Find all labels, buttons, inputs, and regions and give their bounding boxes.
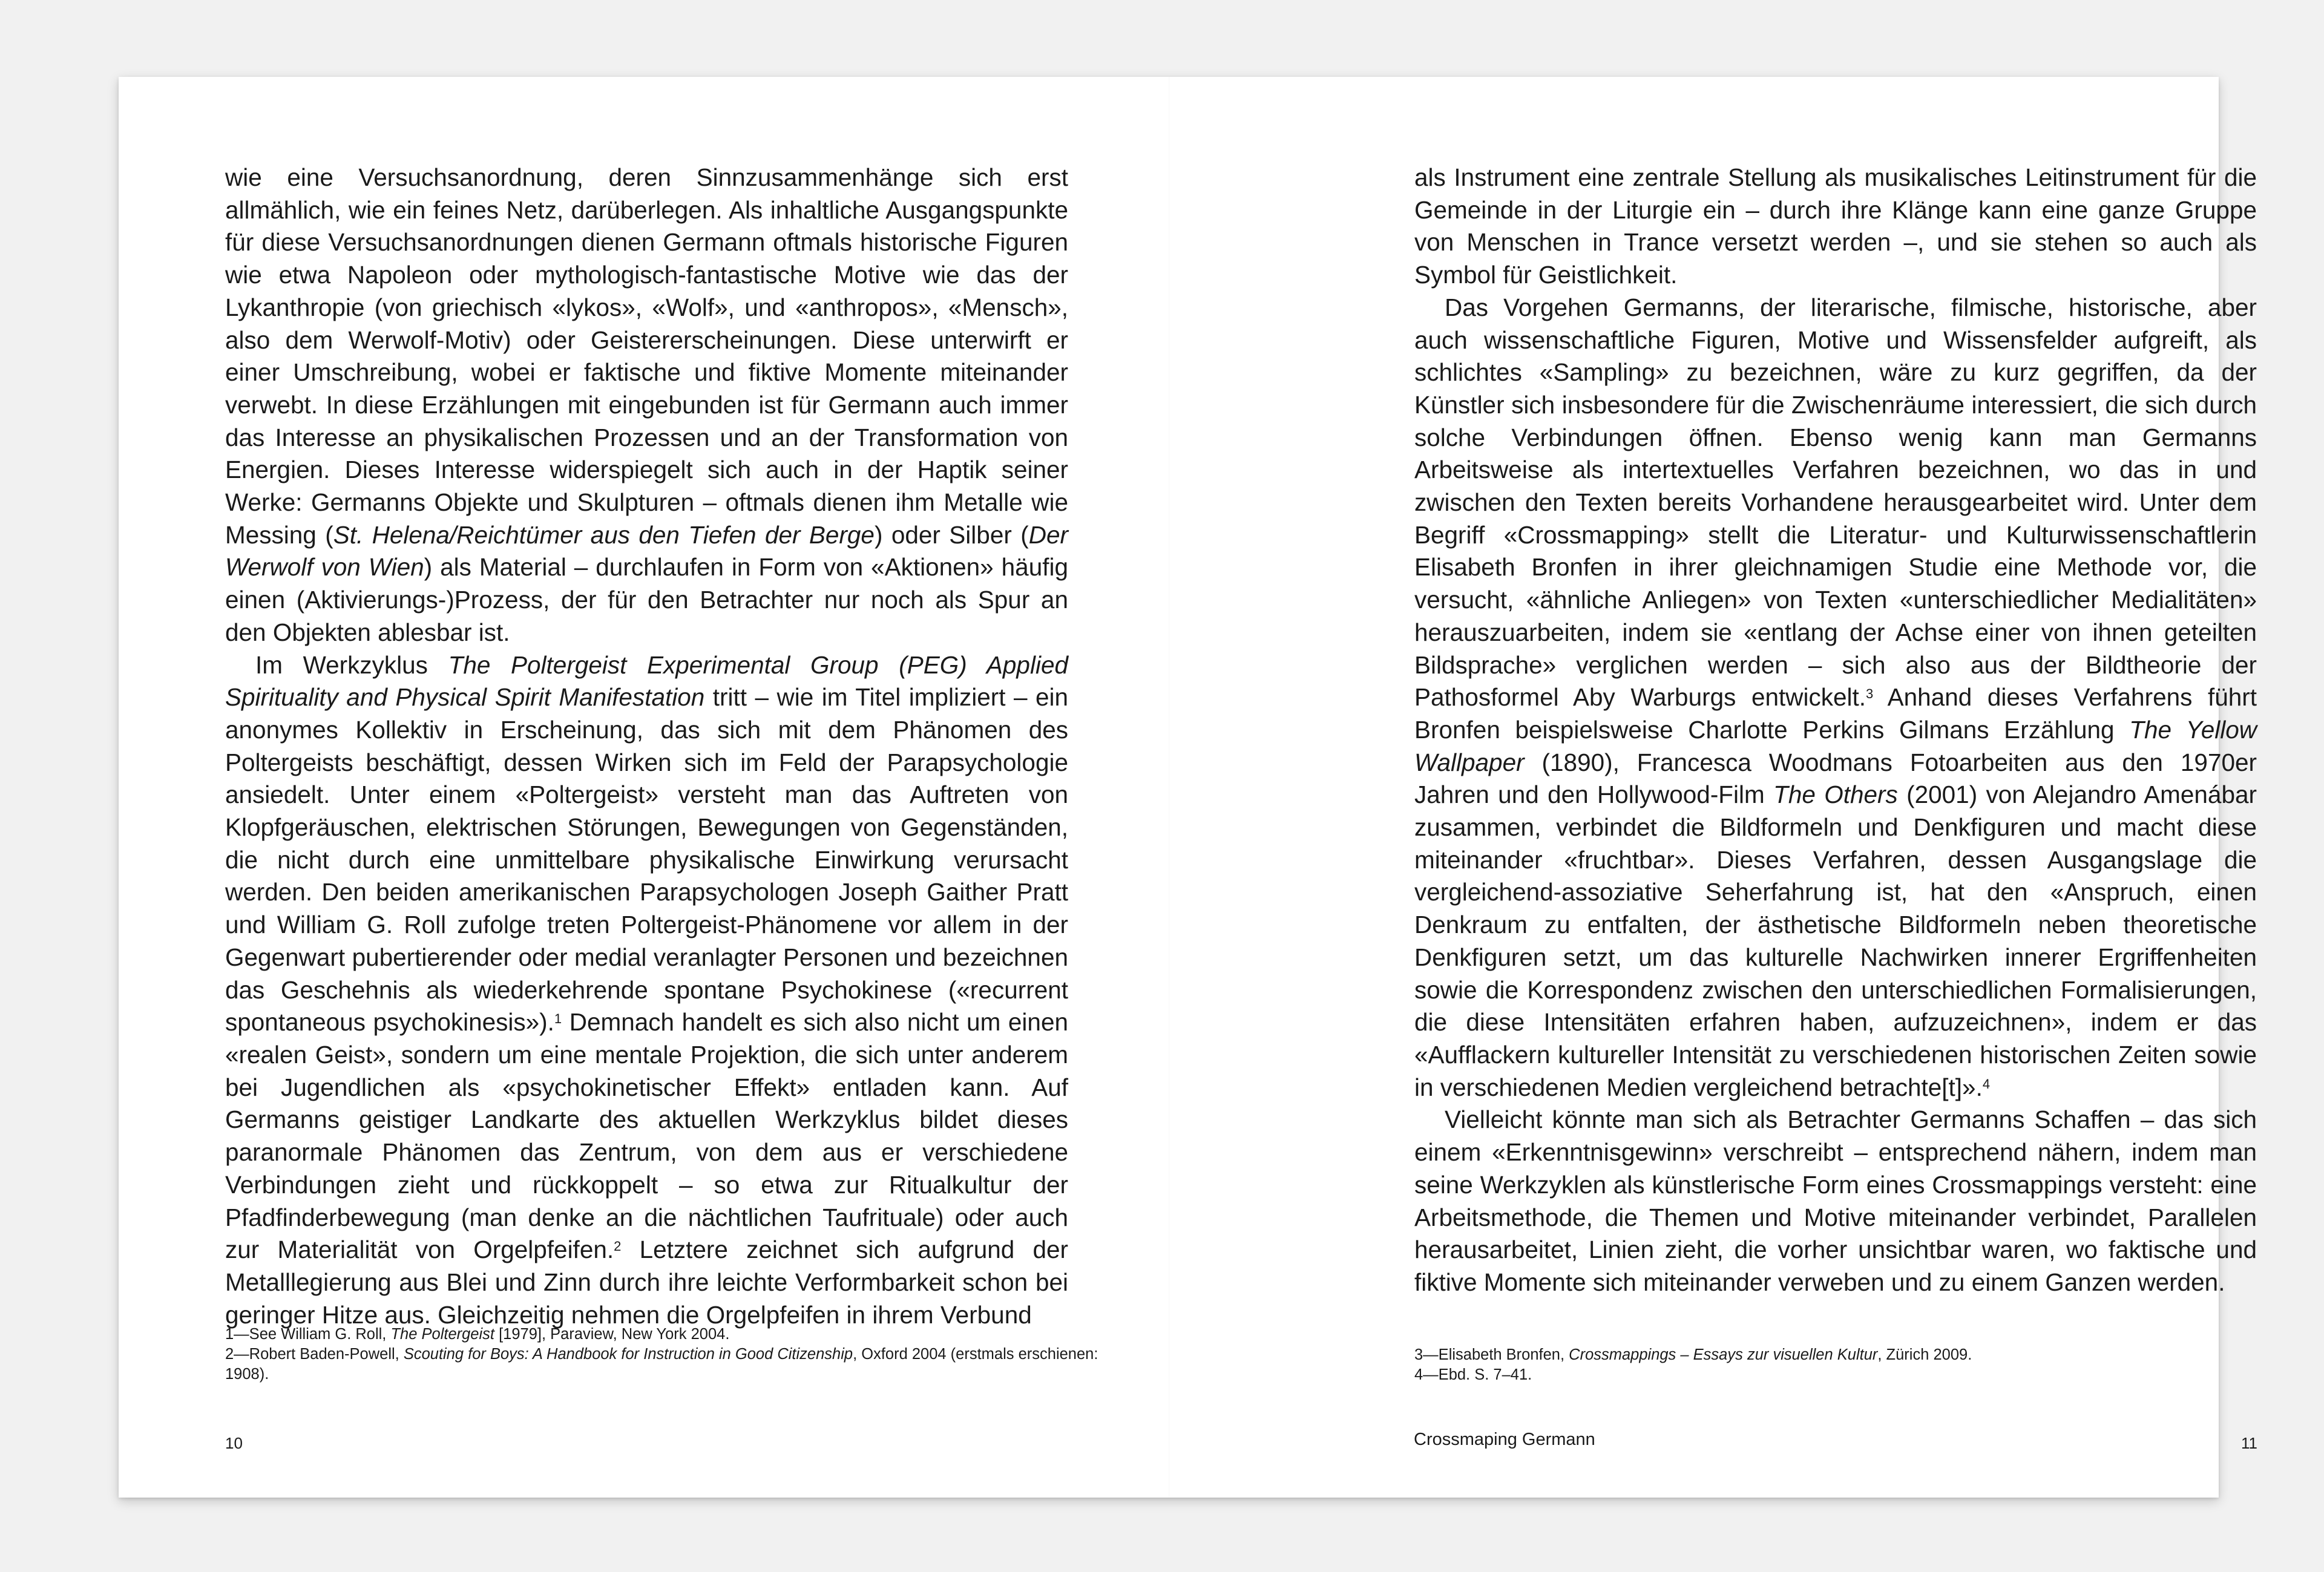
text-run: 1—See William G. Roll, bbox=[225, 1326, 391, 1343]
left-page-body bbox=[225, 162, 1068, 1331]
text-run: ) oder Silber ( bbox=[874, 520, 1029, 549]
text-run: wie eine Versuchsanordnung, deren Sinnzusammenhänge sich erst allmählich, wie ein feines Netz, darüberlegen. Als inhaltliche Ausgangspunkte für diese Versuchsanordnungen dienen Germann oftmals historische Figuren wie etwa Napoleon oder mythologisch-fantastische Motive wie das der Lykanthropie (von griechisch «lykos», «Wolf», und «anthropos», «Mensch», also dem Werwolf-Motiv) oder Geistererscheinungen. Diese unterwirft er einer Umschreibung, wobei er faktische und fiktive Momente miteinander verwebt. In diese Erzählungen mit eingebunden ist für Germann auch immer das Interesse an physikalischen Prozessen und an der Transformation von Energien. Dieses Interesse widerspiegelt sich auch in der Haptik seiner Werke: Germanns Objekte und Skulpturen – oftmals dienen ihm Metalle wie Messing ( bbox=[225, 163, 1068, 549]
text-run: (1890), Francesca Woodmans Fotoarbeiten aus den 1970er Jahren und den Hollywood-Film bbox=[1414, 748, 2257, 809]
body-paragraph bbox=[1414, 1104, 2257, 1299]
text-run: Vielleicht könnte man sich als Betrachter Germanns Schaffen – das sich einem «Erkenntnisgewinn» verschreibt – entsprechend nähern, indem man seine Werkzyklen als künstlerische Form eines Crossmappings versteht: eine Arbeitsmethode, die Themen und Motive miteinander verbindet, Parallelen herausarbeitet, Linien zieht, die vorher unsichtbar waren, wo faktische und fiktive Momente sich miteinander verweben und zu einem Ganzen werden. bbox=[1414, 1105, 2257, 1296]
italic-title: Crossmappings – Essays zur visuellen Kultur bbox=[1569, 1346, 1878, 1363]
footnote-reference: 3 bbox=[1866, 686, 1874, 702]
text-run: Anhand dieses Verfahrens führt Bronfen beispielsweise Charlotte Perkins Gilmans Erzählung bbox=[1414, 683, 2257, 744]
footnote-reference: 1 bbox=[554, 1011, 562, 1027]
italic-title: Scouting for Boys: A Handbook for Instruction in Good Citizenship bbox=[403, 1346, 853, 1363]
running-title: Crossmaping Germann bbox=[1414, 1430, 1595, 1449]
text-run: (2001) von Alejandro Amenábar zusammen, verbindet die Bildformeln und Denkfiguren und macht diese miteinander «fruchtbar». Dieses Verfahren, dessen Ausgangslage die vergleichend-assoziative Seherfahrung ist, hat den «Anspruch, einen Denkraum zu entfalten, der ästhetische Bildformeln neben theoretische Denkfiguren setzt, um das kulturelle Nachwirken innerer Ergriffenheiten sowie die Korrespondenz zwischen den unterschiedlichen Formalisierungen, die diese Intensitäten erfahren haben, aufzuzeichnen», indem er das «Aufflackern kultureller Intensität zu verschiedenen historischen Zeiten sowie in verschiedenen Medien vergleichend betrachte[t]». bbox=[1414, 781, 2257, 1101]
page-number-right: 11 bbox=[2241, 1434, 2257, 1452]
text-run: Im Werkzyklus bbox=[255, 650, 448, 679]
body-paragraph bbox=[1414, 162, 2257, 292]
body-paragraph bbox=[225, 649, 1068, 1332]
text-run: tritt – wie im Titel impliziert – ein anonymes Kollektiv in Erscheinung, das sich mit dem Phänomen des Poltergeists beschäftigt, dessen Wirken sich im Feld der Parapsychologie ansiedelt. Unter einem «Poltergeist» versteht man das Auftreten von Klopfgeräuschen, elektrischen Störungen, Bewegungen von Gegenständen, die nicht durch eine unmittelbare physikalische Einwirkung verursacht werden. Den beiden amerikanischen Parapsychologen Joseph Gaither Pratt und William G. Roll zufolge treten Poltergeist-Phänomene vor allem in der Gegenwart pubertierender oder medial veranlagter Personen und bezeichnen das Geschehnis als wiederkehrende spontane Psychokinese («recurrent spontaneous psychokinesis»). bbox=[225, 683, 1068, 1037]
right-page-footnotes bbox=[1414, 1345, 2250, 1385]
text-run: , Zürich 2009. bbox=[1877, 1346, 1972, 1363]
text-run: ) als Material – durchlaufen in Form von «Aktionen» häufig einen (Aktivierungs-)Prozess, der für den Betrachter nur noch als Spur an den Objekten ablesbar ist. bbox=[225, 553, 1068, 646]
footnote bbox=[225, 1344, 1133, 1384]
body-paragraph bbox=[225, 162, 1068, 649]
left-page-footnotes bbox=[225, 1325, 1133, 1384]
text-run: Letztere zeichnet sich aufgrund der Metalllegierung aus Blei und Zinn durch ihre leichte Verformbarkeit schon bei geringer Hitze aus. Gleichzeitig nehmen die Orgelpfeifen in ihrem Verbund bbox=[225, 1236, 1068, 1329]
text-run: [1979], Paraview, New York 2004. bbox=[494, 1326, 730, 1343]
italic-title: The Poltergeist bbox=[390, 1326, 494, 1343]
page-number-left: 10 bbox=[225, 1434, 243, 1452]
text-run: 4—Ebd. S. 7–41. bbox=[1414, 1366, 1532, 1383]
footnote-reference: 2 bbox=[614, 1239, 622, 1254]
italic-title: St. Helena/Reichtümer aus den Tiefen der Berge bbox=[333, 520, 875, 549]
italic-title: The Others bbox=[1773, 781, 1898, 809]
body-paragraph bbox=[1414, 292, 2257, 1104]
text-run: 3—Elisabeth Bronfen, bbox=[1414, 1346, 1569, 1363]
text-run: 2—Robert Baden-Powell, bbox=[225, 1346, 404, 1363]
italic-title: The Poltergeist Experimental Group (PEG) Applied Spirituality and Physical Spirit Manifestation bbox=[225, 650, 1068, 712]
italic-title: The Yellow Wallpaper bbox=[1414, 715, 2257, 776]
footnote bbox=[1414, 1345, 2250, 1365]
book-spread bbox=[119, 77, 2257, 1498]
right-page bbox=[1169, 77, 2257, 1498]
left-page bbox=[119, 77, 1169, 1498]
footnote bbox=[225, 1325, 1133, 1344]
text-run: , Oxford 2004 (erstmals erschienen: 1908). bbox=[225, 1346, 1098, 1383]
right-page-body bbox=[1414, 162, 2257, 1299]
text-run: Das Vorgehen Germanns, der literarische, filmische, historische, aber auch wissenschaftliche Figuren, Motive und Wissensfelder aufgreift, als schlichtes «Sampling» zu bezeichnen, wäre zu kurz gegriffen, da der Künstler sich insbesondere für die Zwischenräume interessiert, die sich durch solche Verbindungen öffnen. Ebenso wenig kann man Germanns Arbeitsweise als intertextuelles Verfahren bezeichnen, wo das in und zwischen den Texten bereits Vorhandene herausgearbeitet wird. Unter dem Begriff «Crossmapping» stellt die Literatur- und Kulturwissenschaftlerin Elisabeth Bronfen in ihrer gleichnamigen Studie eine Methode vor, die versucht, «ähnliche Anliegen» von Texten «unterschiedlicher Medialitäten» herauszuarbeiten, indem sie «entlang der Achse einer von ihnen geteilten Bildsprache» verglichen werden – sich also aus der Bildtheorie der Pathosformel Aby Warburgs entwickelt. bbox=[1414, 293, 2257, 712]
italic-title: Der Werwolf von Wien bbox=[225, 520, 1068, 581]
text-run: Demnach handelt es sich also nicht um einen «realen Geist», sondern um eine mentale Projektion, die sich unter anderem bei Jugendlichen als «psychokinetischer Effekt» entladen kann. Auf Germanns geistiger Landkarte des aktuellen Werkzyklus bildet dieses paranormale Phänomen das Zentrum, von dem aus er verschiedene Verbindungen zieht und rückkoppelt – so etwa zur Ritualkultur der Pfadfinderbewegung (man denke an die nächtlichen Taufrituale) oder auch zur Materialität von Orgelpfeifen. bbox=[225, 1008, 1068, 1264]
footnote bbox=[1414, 1365, 2250, 1385]
text-run: als Instrument eine zentrale Stellung als musikalisches Leitinstrument für die Gemeinde in der Liturgie ein – durch ihre Klänge kann eine ganze Gruppe von Menschen in Trance versetzt werden –, und sie stehen so auch als Symbol für Geistlichkeit. bbox=[1414, 163, 2257, 289]
footnote-reference: 4 bbox=[1982, 1076, 1991, 1092]
